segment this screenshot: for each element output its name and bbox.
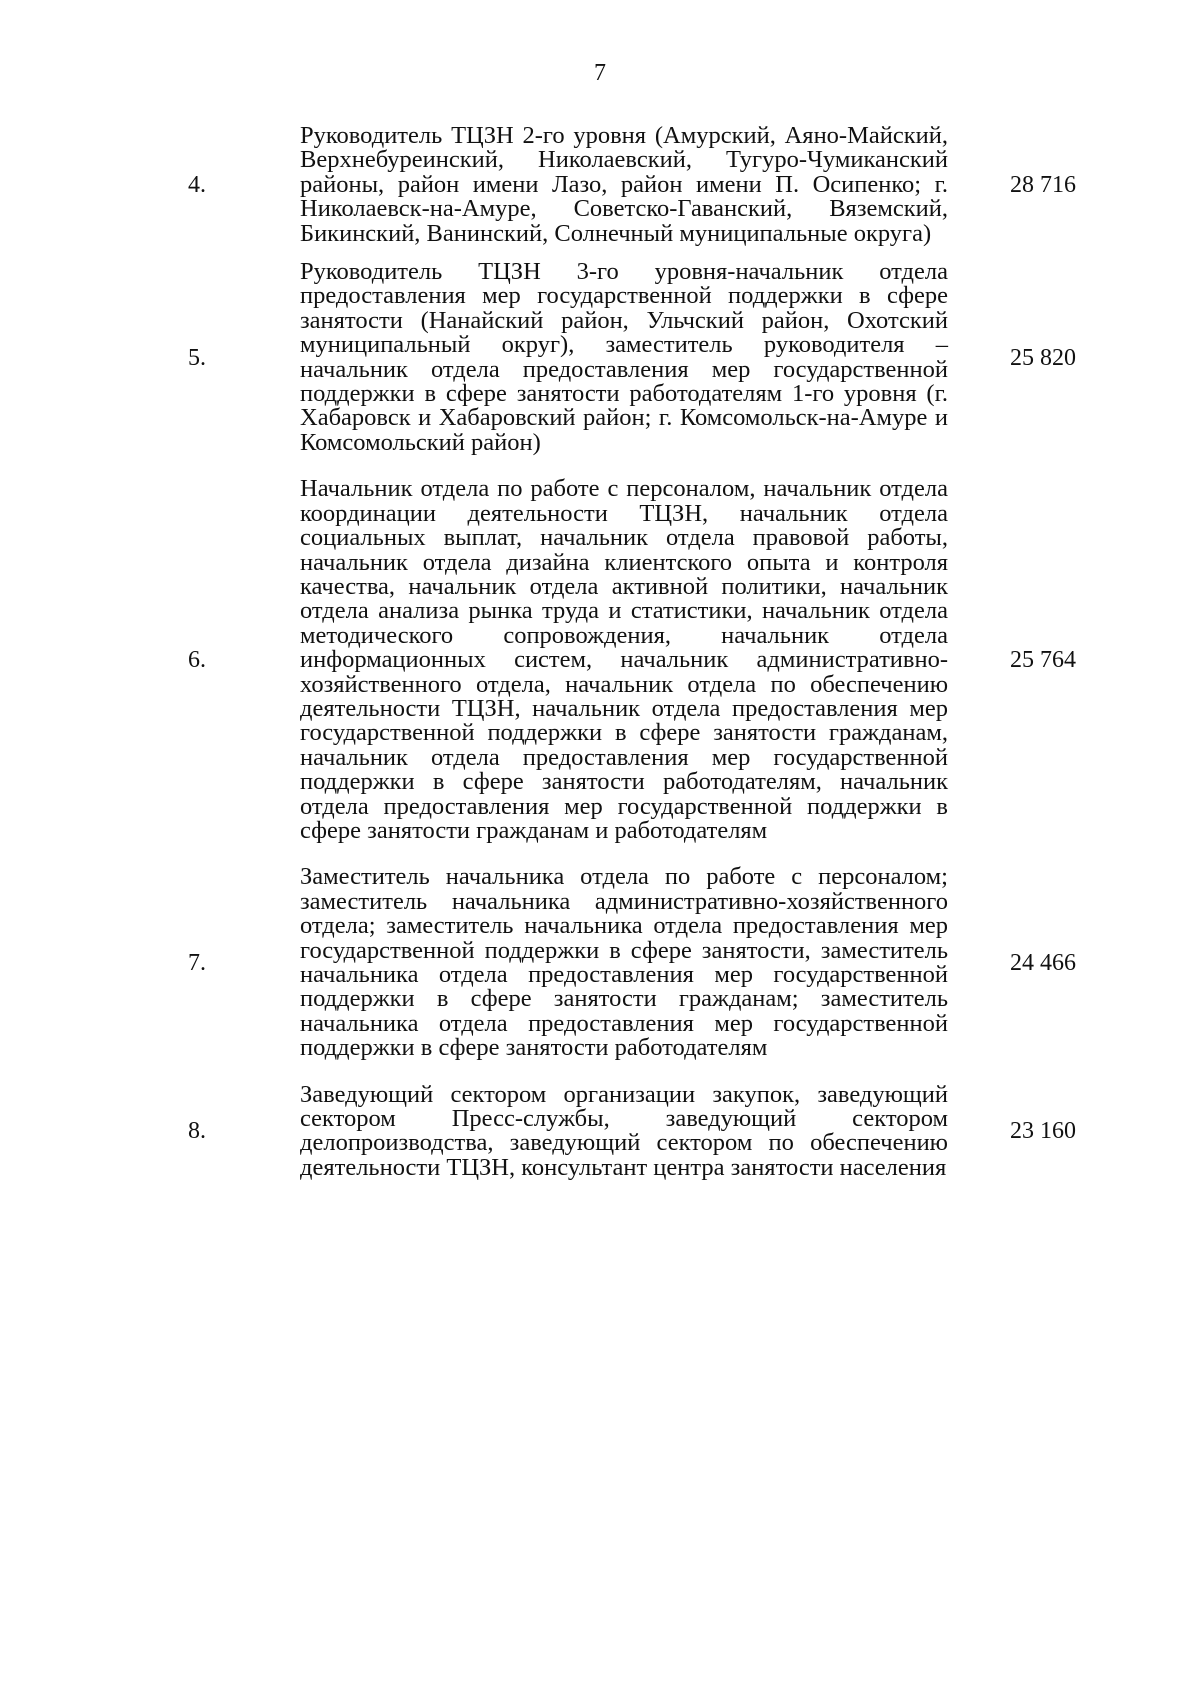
row-number: 4.	[188, 172, 206, 199]
row-number: 7.	[188, 950, 206, 976]
salary-amount: 28 716	[1010, 172, 1076, 199]
position-description: Руководитель ТЦЗН 3-го уровня-начальник отдела предоставления мер государственной поддержки в сфере занятости (Нанайский район, Ульчский район, Охотский муниципальный округ), заместитель руководителя – начальник отдела предоставления мер государственной поддержки в сфере занятости работодателям 1-го уровня (г. Хабаровск и Хабаровский район; г. Комсомольск-на-Амуре и Комсомольский район)	[300, 258, 948, 456]
position-description: Заведующий сектором организации закупок, заведующий сектором Пресс-службы, заведующий сектором делопроизводства, заведующий сектором по обеспечению деятельности ТЦЗН, консультант центра занятости населения	[300, 1080, 948, 1181]
page-number: 7	[594, 60, 606, 86]
table-row	[0, 260, 1200, 455]
table-row	[0, 1080, 1200, 1181]
row-number: 6.	[188, 647, 206, 674]
salary-amount: 24 466	[1010, 950, 1076, 976]
table-row	[0, 865, 1200, 1060]
salary-amount: 25 764	[1010, 647, 1076, 674]
table-row	[0, 124, 1200, 246]
position-description: Начальник отдела по работе с персоналом, начальник отдела координации деятельности ТЦЗН, начальник отдела социальных выплат, начальник отдела правовой работы, начальник отдела дизайна клиентского опыта и контроля качества, начальник отдела активной политики, начальник отдела анализа рынка труда и статистики, начальник отдела методического сопровождения, начальник отдела информационных систем, начальник административно-хозяйственного отдела, начальник отдела по обеспечению деятельности ТЦЗН, начальник отдела предоставления мер государственной поддержки в сфере занятости гражданам, начальник отдела предоставления мер государственной поддержки в сфере занятости работодателям, начальник отдела предоставления мер государственной поддержки в сфере занятости гражданам и работодателям	[300, 475, 948, 844]
salary-amount: 23 160	[1010, 1118, 1076, 1145]
row-number: 5.	[188, 344, 206, 371]
salary-amount: 25 820	[1010, 344, 1076, 371]
salary-table	[0, 124, 1200, 1194]
row-number: 8.	[188, 1118, 206, 1145]
position-description: Заместитель начальника отдела по работе с персоналом; заместитель начальника административно-хозяйственного отдела; заместитель начальника отдела предоставления мер государственной поддержки в сфере занятости, заместитель начальника отдела предоставления мер государственной поддержки в сфере занятости гражданам; заместитель начальника отдела предоставления мер государственной поддержки в сфере занятости работодателям	[300, 863, 948, 1062]
table-row	[0, 477, 1200, 843]
position-description: Руководитель ТЦЗН 2-го уровня (Амурский, Аяно-Майский, Верхнебуреинский, Николаевский, Тугуро-Чумиканский районы, район имени Лазо, район имени П. Осипенко; г. Николаевск-на-Амуре, Советско-Гаванский, Вяземский, Бикинский, Ванинский, Солнечный муниципальные округа)	[300, 122, 948, 247]
